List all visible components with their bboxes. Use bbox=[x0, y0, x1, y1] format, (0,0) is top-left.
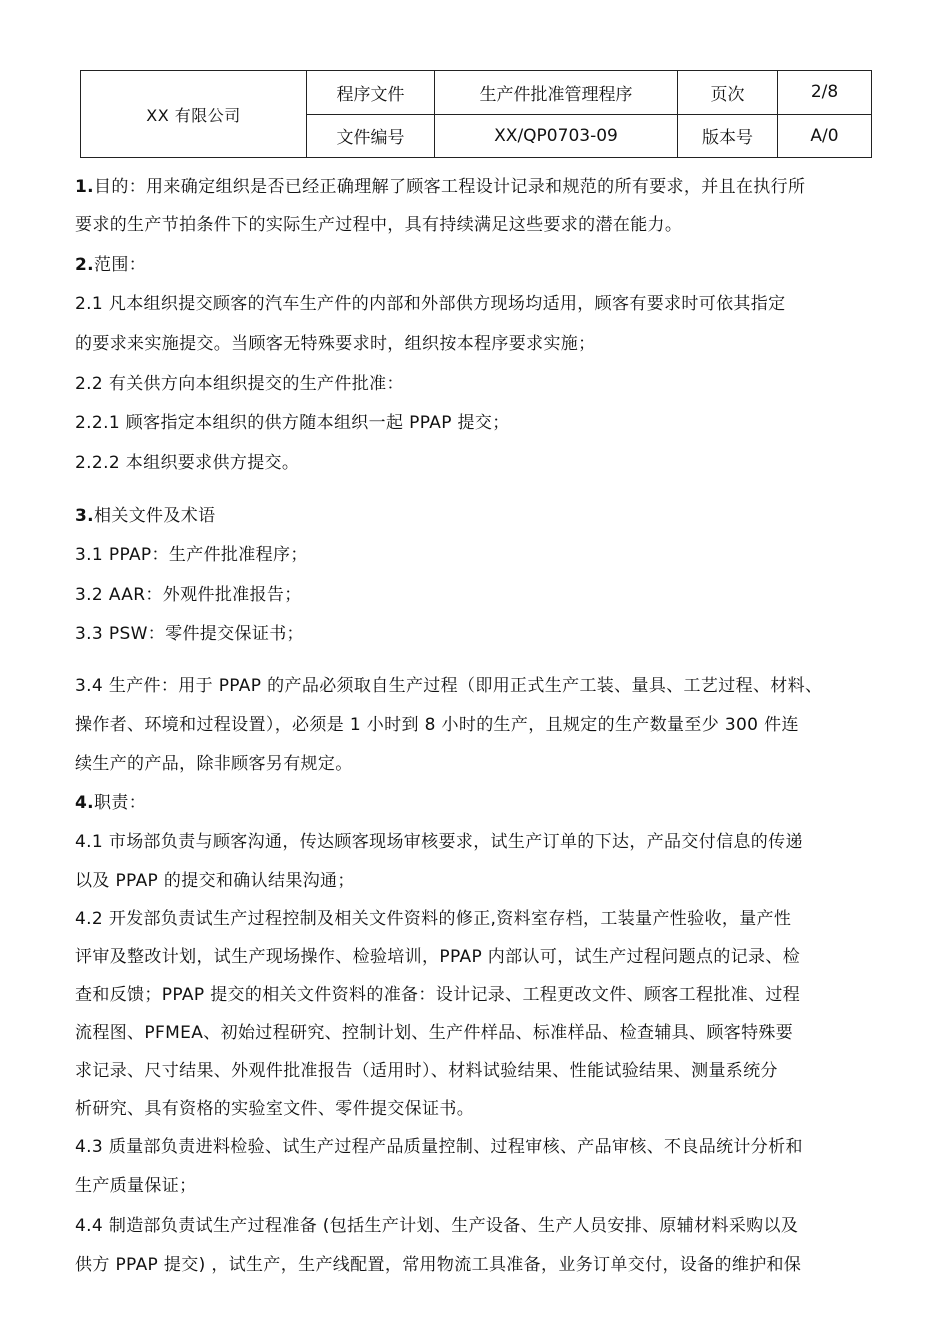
section-4-2-line-4: 流程图、PFMEA、初始过程研究、控制计划、生产件样品、标准样品、检查辅具、顾客特殊要 bbox=[75, 1023, 794, 1043]
section-3-2: 3.2 AAR：外观件批准报告； bbox=[75, 585, 302, 605]
section-3-4-line-3: 续生产的产品，除非顾客另有规定。 bbox=[75, 754, 353, 774]
section-2-title: 范围： bbox=[94, 255, 147, 275]
section-3-4-line-1: 3.4 生产件：用于 PPAP 的产品必须取自生产过程（即用正式生产工装、量具、工艺过程、材料、 bbox=[75, 676, 823, 696]
section-2-1-line-1: 2.1 凡本组织提交顾客的汽车生产件的内部和外部供方现场均适用，顾客有要求时可依其指定 bbox=[75, 294, 786, 314]
page-number: 2/8 bbox=[778, 71, 872, 115]
section-4-1-line-2: 以及 PPAP 的提交和确认结果沟通； bbox=[75, 871, 355, 891]
page-label: 页次 bbox=[678, 71, 778, 115]
section-1-text: 目的：用来确定组织是否已经正确理解了顾客工程设计记录和规范的所有要求，并且在执行所 bbox=[94, 177, 806, 197]
section-4-1-line-1: 4.1 市场部负责与顾客沟通，传达顾客现场审核要求，试生产订单的下达，产品交付信息的传递 bbox=[75, 832, 803, 852]
section-4-3-line-1: 4.3 质量部负责进料检验、试生产过程产品质量控制、过程审核、产品审核、不良品统计分析和 bbox=[75, 1137, 803, 1157]
section-1-line-1 bbox=[75, 175, 805, 199]
company-name: XX 有限公司 bbox=[81, 71, 307, 158]
section-4-4-line-2: 供方 PPAP 提交) ，试生产，生产线配置，常用物流工具准备，业务订单交付，设备的维护和保 bbox=[75, 1255, 802, 1275]
section-3-1: 3.1 PPAP：生产件批准程序； bbox=[75, 545, 308, 565]
section-1-line-2: 要求的生产节拍条件下的实际生产过程中，具有持续满足这些要求的潜在能力。 bbox=[75, 215, 683, 235]
version-label: 版本号 bbox=[678, 114, 778, 158]
section-3-heading bbox=[75, 504, 215, 528]
section-3-4-line-2: 操作者、环境和过程设置），必须是 1 小时到 8 小时的生产，且规定的生产数量至少 300 件连 bbox=[75, 715, 799, 735]
section-4-4-line-1: 4.4 制造部负责试生产过程准备 (包括生产计划、生产设备、生产人员安排、原辅材料采购以及 bbox=[75, 1216, 799, 1236]
section-4-heading bbox=[75, 791, 146, 815]
section-2-2: 2.2 有关供方向本组织提交的生产件批准： bbox=[75, 374, 404, 394]
doc-title: 生产件批准管理程序 bbox=[435, 71, 678, 115]
section-4-number: 4. bbox=[75, 793, 94, 813]
section-4-2-line-3: 查和反馈；PPAP 提交的相关文件资料的准备：设计记录、工程更改文件、顾客工程批准、过程 bbox=[75, 985, 801, 1005]
section-2-1-line-2: 的要求来实施提交。当顾客无特殊要求时，组织按本程序要求实施； bbox=[75, 334, 596, 354]
section-3-number: 3. bbox=[75, 506, 94, 526]
section-3-3: 3.3 PSW：零件提交保证书； bbox=[75, 624, 304, 644]
section-3-title: 相关文件及术语 bbox=[94, 506, 216, 526]
document-header-table bbox=[80, 70, 872, 158]
version-number: A/0 bbox=[778, 114, 872, 158]
section-2-heading bbox=[75, 253, 146, 277]
section-4-2-line-1: 4.2 开发部负责试生产过程控制及相关文件资料的修正,资料室存档，工装量产性验收，量产性 bbox=[75, 909, 792, 929]
doc-type-label: 程序文件 bbox=[307, 71, 435, 115]
section-4-title: 职责： bbox=[94, 793, 147, 813]
doc-number-label: 文件编号 bbox=[307, 114, 435, 158]
section-4-2-line-2: 评审及整改计划，试生产现场操作、检验培训，PPAP 内部认可，试生产过程问题点的记录、检 bbox=[75, 947, 801, 967]
section-1-number: 1. bbox=[75, 177, 94, 197]
section-2-2-1: 2.2.1 顾客指定本组织的供方随本组织一起 PPAP 提交； bbox=[75, 413, 510, 433]
section-2-2-2: 2.2.2 本组织要求供方提交。 bbox=[75, 453, 300, 473]
doc-number: XX/QP0703-09 bbox=[435, 114, 678, 158]
section-4-3-line-2: 生产质量保证； bbox=[75, 1176, 197, 1196]
section-4-2-line-6: 析研究、具有资格的实验室文件、零件提交保证书。 bbox=[75, 1099, 475, 1119]
section-2-number: 2. bbox=[75, 255, 94, 275]
section-4-2-line-5: 求记录、尺寸结果、外观件批准报告（适用时）、材料试验结果、性能试验结果、测量系统分 bbox=[75, 1061, 778, 1081]
